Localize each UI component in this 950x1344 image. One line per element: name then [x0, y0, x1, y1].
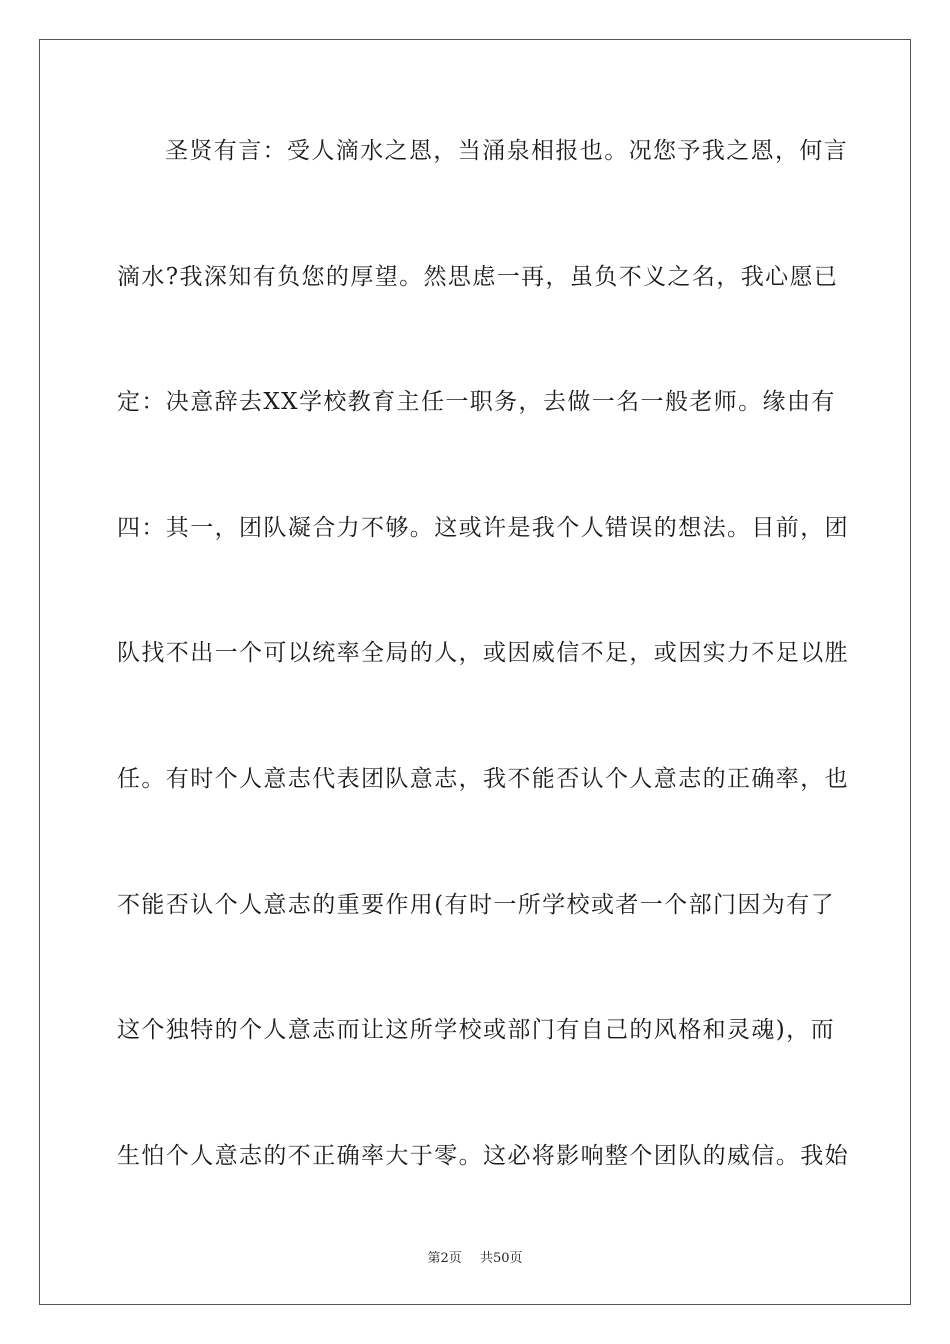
page-total: 共50页	[479, 1251, 523, 1266]
text-line-3: 定：决意辞去XX学校教育主任一职务，去做一名一般老师。缘由有	[117, 389, 836, 416]
text-line-5: 队找不出一个可以统率全局的人，或因威信不足，或因实力不足以胜	[117, 640, 849, 667]
text-line-1: 圣贤有言：受人滴水之恩，当涌泉相报也。况您予我之恩，何言	[165, 138, 849, 164]
page-footer	[0, 1247, 950, 1266]
text-line-6: 任。有时个人意志代表团队意志，我不能否认个人意志的正确率，也	[117, 765, 849, 792]
text-line-9: 生怕个人意志的不正确率大于零。这必将影响整个团队的威信。我始	[117, 1142, 849, 1169]
document-body	[117, 118, 849, 1248]
text-line-2: 滴水?我深知有负您的厚望。然思虑一再，虽负不义之名，我心愿已	[117, 263, 839, 290]
text-line-7: 不能否认个人意志的重要作用(有时一所学校或者一个部门因为有了	[117, 891, 835, 918]
text-line-8: 这个独特的个人意志而让这所学校或部门有自己的风格和灵魂)，而	[117, 1017, 835, 1044]
text-line-4: 四：其一，团队凝合力不够。这或许是我个人错误的想法。目前，团	[117, 514, 849, 541]
page-number: 第2页	[427, 1251, 462, 1266]
